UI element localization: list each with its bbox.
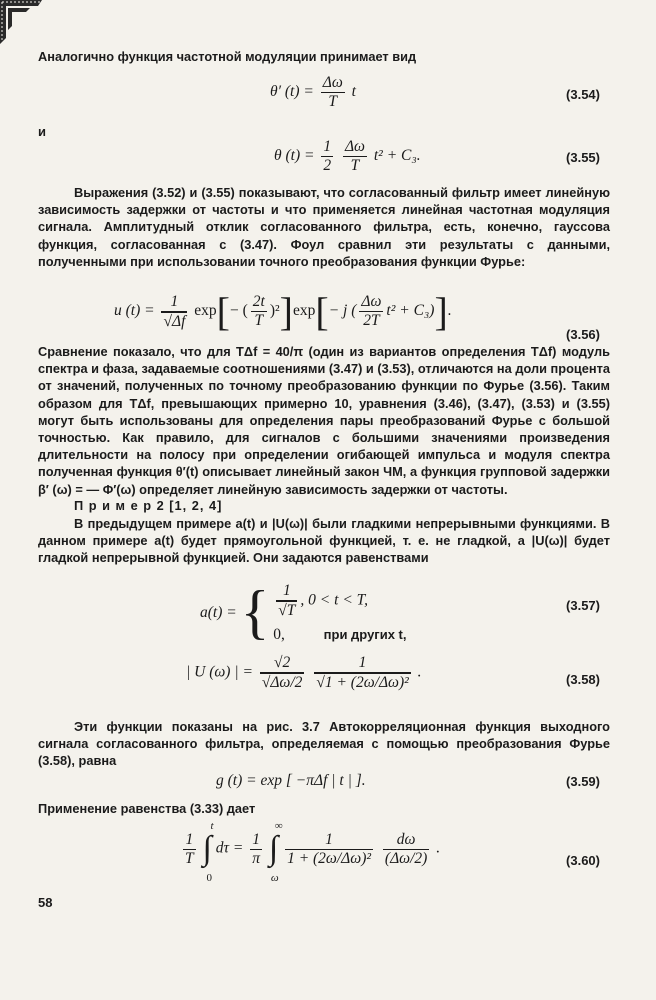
eq-lhs: u (t) = <box>114 302 155 320</box>
equation-3-56: u (t) = $\frac{1}{√\Delta f}$ exp[− ( $\frac{2t}{T}$ )²]exp[− j ( $\frac{\Delta\omega}{2T}$ t² + C₃)]. <box>114 289 452 334</box>
eq-numerator: √2 <box>260 654 305 673</box>
eq-denominator: √Δf <box>163 312 186 330</box>
eq-denominator: 2T <box>363 312 380 329</box>
equation-3-54 <box>270 74 356 111</box>
eq-denominator: π <box>252 849 260 867</box>
eq-end: . <box>447 302 452 320</box>
eq-end: . <box>417 663 422 681</box>
eq-part: t² + C₃) <box>386 302 435 320</box>
eq-numerator: 1 <box>161 293 187 312</box>
paragraph-4: Эти функции показаны на рис. 3.7 Автокорреляционная функция выходного сигнала согласованного фильтра, определяемая с помощью преобразования Фурье (3.58), равна <box>38 719 610 769</box>
integral-sign: ∫ <box>202 830 212 867</box>
eq-part: − j ( <box>328 302 357 320</box>
integral-upper-limit: ∞ <box>274 820 283 832</box>
eq-lhs: θ (t) = <box>274 147 315 165</box>
conjunction: и <box>38 124 46 139</box>
eq-numerator: Δω <box>361 293 382 310</box>
eq-label-3-58: (3.58) <box>566 672 600 687</box>
eq-mid: dτ = <box>215 839 244 857</box>
eq-numerator: 1 <box>314 654 410 673</box>
equation-3-57: a(t) = { $\frac{1}{√T}$ , 0 < t < T, 0, при других t, <box>200 579 407 645</box>
equation-3-55 <box>274 138 421 175</box>
paragraph-3: В предыдущем примере a(t) и |U(ω)| были гладкими непрерывными функциями. В данном примере a(t) будет прямоугольной функцией, т. е. не гладкой, а |U(ω)| будет гладкой непрерывной функцией. Они задаются равенствами <box>38 516 610 566</box>
eq-denominator: 1 + (2ω/Δω)² <box>287 849 372 867</box>
eq-numerator: 1 <box>250 831 262 850</box>
integral-lower-limit: 0 <box>206 872 212 884</box>
eq-denominator: 2 <box>323 157 332 174</box>
integral-sign: ∫ <box>268 830 279 867</box>
equation-3-60 <box>180 820 441 890</box>
eq-denominator: T <box>328 93 338 110</box>
eq-numerator: 2t <box>252 293 265 310</box>
eq-label-3-55: (3.55) <box>566 150 600 165</box>
eq-numerator: dω <box>383 831 429 850</box>
eq-lhs: θ′ (t) = <box>270 83 314 101</box>
intro-text: Аналогично функция частотной модуляции принимает вид <box>38 49 417 64</box>
page-number: 58 <box>38 895 53 910</box>
eq-label-3-59: (3.59) <box>566 774 600 789</box>
eq-numerator: Δω <box>344 138 365 155</box>
example-heading: П р и м е р 2 [1, 2, 4] <box>74 498 223 513</box>
eq-denominator: √1 + (2ω/Δω)² <box>316 674 409 691</box>
eq-label-3-56: (3.56) <box>566 327 600 342</box>
eq-numerator: 1 <box>323 138 332 155</box>
eq-case-2-value: 0, <box>273 625 285 643</box>
eq-denominator: T <box>350 157 360 174</box>
eq-end: . <box>436 839 441 857</box>
eq-numerator: 1 <box>285 831 373 850</box>
eq-tail: t² + C₃. <box>373 147 421 165</box>
corner-ornament <box>0 0 46 46</box>
eq-label-3-54: (3.54) <box>566 87 600 102</box>
eq-exp: exp <box>292 302 316 320</box>
eq-numerator: Δω <box>322 74 343 91</box>
eq-denominator: T <box>185 849 194 867</box>
paragraph-5: Применение равенства (3.33) дает <box>38 801 256 816</box>
eq-numerator: 1 <box>276 582 297 601</box>
equation-3-59: g (t) = exp [ −πΔf | t | ]. <box>216 772 366 789</box>
paragraph-2: Сравнение показало, что для TΔf = 40/π (один из вариантов определения TΔf) модуль спектра и фаза, задаваемые соотношениями (3.47) и (3.53), отличаются на доли процента от значений, полученных по точному преобразованию функции по Фурье (3.56). Таким образом для TΔf, превышающих примерно 10, уравнения (3.46), (3.47), (3.53) и (3.55) могут быть использованы для определения пары преобразований Фурье с большой точностью. Как правило, для сигналов с большими значениями произведения длительности на полосу при определении огибающей импульса и модуля спектра полученная функция θ′(t) описывает линейный закон ЧМ, а функция групповой задержки β′ (ω) = — Φ′(ω) определяет линейную зависимость задержки от частоты. <box>38 344 610 497</box>
eq-denominator: (Δω/2) <box>384 849 428 867</box>
integral-lower-limit: ω <box>270 872 279 884</box>
eq-label-3-60: (3.60) <box>566 853 600 868</box>
eq-part: )² <box>269 302 280 320</box>
eq-part: − ( <box>229 302 248 320</box>
eq-label-3-57: (3.57) <box>566 598 600 613</box>
eq-denominator: √T <box>278 601 296 619</box>
eq-tail: t <box>351 83 356 101</box>
eq-case-2-cond: при других t, <box>323 626 407 642</box>
integral-upper-limit: t <box>210 820 214 832</box>
eq-case-1: , 0 < t < T, <box>300 591 368 609</box>
paragraph-1: Выражения (3.52) и (3.55) показывают, что согласованный фильтр имеет линейную зависимость задержки от частоты и что применяется линейная частотная модуляция сигнала. Амплитудный отклик согласованного фильтра, есть, конечно, гауссова функция, согласованная с (3.47). Фоул сравнил эти результаты с данными, полученными при использовании точного преобразования функции Фурье: <box>38 185 610 269</box>
eq-lhs: | U (ω) | = <box>186 663 253 681</box>
equation-3-58 <box>186 654 422 692</box>
eq-numerator: 1 <box>183 831 196 850</box>
eq-lhs: a(t) = <box>200 603 237 621</box>
eq-exp: exp <box>194 302 217 320</box>
eq-denominator: √Δω/2 <box>261 674 303 691</box>
eq-denominator: T <box>254 312 264 329</box>
